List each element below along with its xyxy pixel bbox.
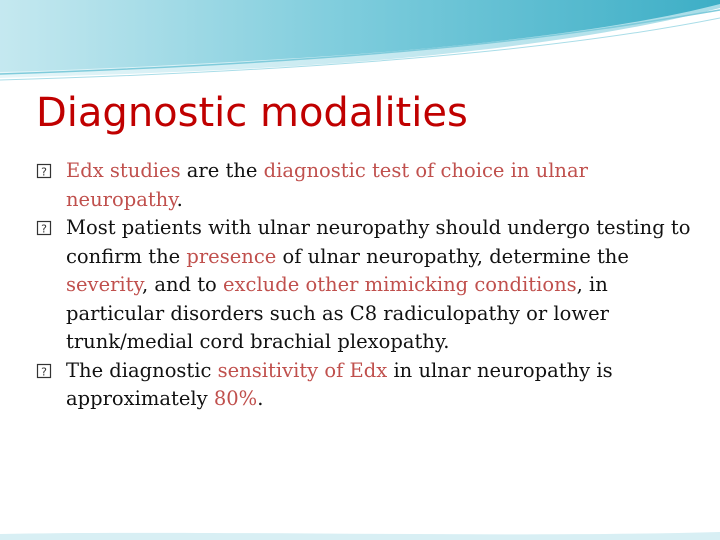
highlighted-text: severity bbox=[66, 273, 142, 296]
top-wave-decoration bbox=[0, 0, 720, 90]
slide-title: Diagnostic modalities bbox=[36, 90, 468, 136]
bullet-text: The diagnostic bbox=[66, 358, 218, 382]
square-bullet-icon bbox=[36, 220, 52, 236]
bullet-text: of ulnar neuropathy, determine the bbox=[276, 244, 629, 268]
svg-text:?: ? bbox=[41, 365, 47, 378]
bullet-text: , and to bbox=[141, 273, 223, 296]
highlighted-text: diagnostic test of choice in ulnar neuropathy bbox=[66, 159, 588, 211]
bullet-text: . bbox=[257, 387, 264, 410]
highlighted-text: Edx studies bbox=[66, 159, 181, 182]
bullet-text: Most patients with ulnar neuropathy should undergo testing to confirm the bbox=[66, 216, 691, 268]
highlighted-text: 80% bbox=[213, 387, 258, 410]
bullet-item bbox=[36, 357, 696, 414]
bullet-text: , in particular disorders such as C8 radiculopathy or lower trunk/medial cord brachial plexopathy. bbox=[66, 273, 609, 353]
bullet-item bbox=[36, 157, 696, 214]
svg-text:?: ? bbox=[41, 165, 47, 179]
bullet-text: . bbox=[176, 187, 183, 211]
square-bullet-icon bbox=[36, 363, 52, 379]
bullet-text: are the bbox=[180, 159, 264, 182]
bullet-item bbox=[36, 214, 696, 357]
highlighted-text: presence bbox=[186, 244, 277, 268]
bullet-list bbox=[36, 157, 696, 414]
highlighted-text: exclude other mimicking conditions bbox=[222, 273, 577, 296]
bottom-wave-decoration bbox=[0, 528, 720, 540]
square-bullet-icon bbox=[36, 163, 52, 179]
highlighted-text: sensitivity of Edx bbox=[217, 358, 388, 382]
bullet-text: in ulnar neuropathy is approximately bbox=[66, 358, 613, 410]
svg-text:?: ? bbox=[41, 222, 47, 236]
